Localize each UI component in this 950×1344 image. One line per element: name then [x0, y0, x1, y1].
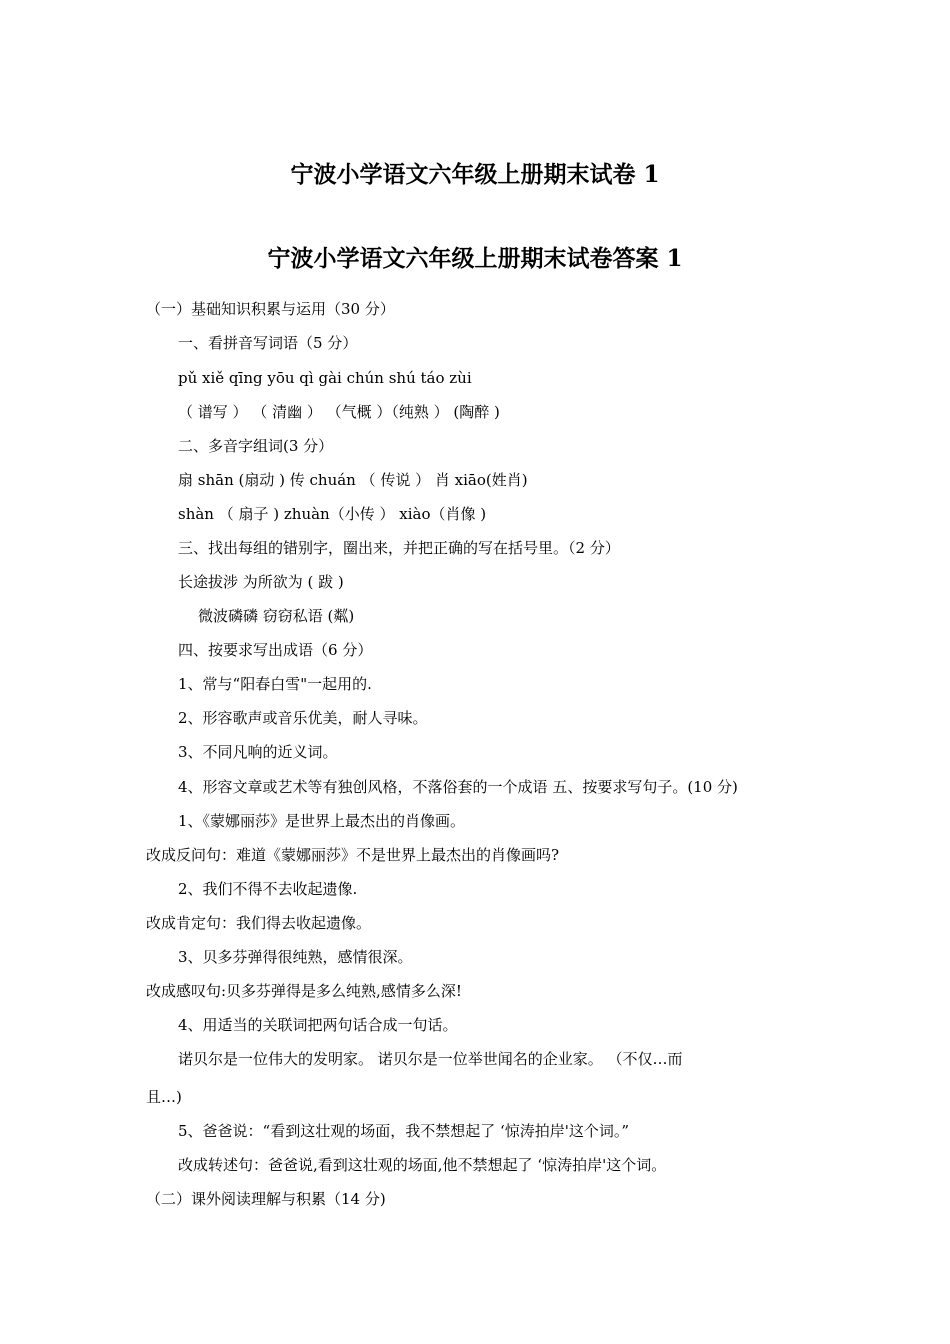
answer-line: 改成反问句：难道《蒙娜丽莎》不是世界上最杰出的肖像画吗? [146, 846, 560, 864]
text-line: 3、不同凡响的近义词。 [178, 743, 338, 761]
text-line: 3、贝多芬弹得很纯熟，感情很深。 [178, 948, 413, 966]
answer-line: 改成转述句：爸爸说,看到这壮观的场面,他不禁想起了 ‘惊涛拍岸'这个词。 [178, 1156, 667, 1174]
answer-line: shàn （ 扇子 ) zhuàn（小传 ） xiào（肖像 ) [178, 505, 487, 523]
answer-line: 微波磷磷 窃窃私语 (粼) [198, 607, 355, 625]
text-line: 4、用适当的关联词把两句话合成一句话。 [178, 1016, 458, 1034]
answer-line: 长途拔涉 为所欲为 ( 跋 ) [178, 573, 344, 591]
text-line: 诺贝尔是一位伟大的发明家。 诺贝尔是一位举世闻名的企业家。 （不仅…而 [178, 1050, 683, 1068]
text-line: 5、爸爸说：“看到这壮观的场面，我不禁想起了 ‘惊涛拍岸'这个词。” [178, 1122, 630, 1140]
pinyin-line: pǔ xiě qīng yōu qì gài chún shú táo zùi [178, 369, 472, 387]
answer-line: 扇 shān (扇动 ) 传 chuán （ 传说 ） 肖 xiāo(姓肖) [178, 471, 528, 489]
question-heading: 二、多音字组词(3 分） [178, 437, 334, 455]
answer-title: 宁波小学语文六年级上册期末试卷答案 1 [267, 245, 683, 272]
text-line: 4、形容文章或艺术等有独创风格，不落俗套的一个成语 五、按要求写句子。(10 分) [178, 778, 738, 796]
text-line: 2、我们不得不去收起遗像. [178, 880, 358, 898]
text-line: 1、《蒙娜丽莎》是世界上最杰出的肖像画。 [178, 812, 466, 830]
question-heading: 四、按要求写出成语（6 分） [178, 641, 373, 659]
answer-line: 改成肯定句：我们得去收起遗像。 [146, 914, 372, 932]
section-heading: （一）基础知识积累与运用（30 分） [146, 300, 395, 318]
text-line: 2、形容歌声或音乐优美，耐人寻味。 [178, 709, 428, 727]
page-title: 宁波小学语文六年级上册期末试卷 1 [290, 161, 660, 188]
answer-line: （ 谱写 ） （ 清幽 ） （气概 ）（纯熟 ） (陶醉 ) [178, 403, 500, 421]
question-heading: 三、找出每组的错别字，圈出来，并把正确的写在括号里。（2 分） [178, 539, 620, 557]
text-line: 且…) [146, 1088, 182, 1106]
question-heading: 一、看拼音写词语（5 分） [178, 334, 358, 352]
text-line: 1、常与“阳春白雪"一起用的. [178, 675, 372, 693]
answer-line: 改成感叹句:贝多芬弹得是多么纯熟,感情多么深! [146, 982, 462, 1000]
section-heading: （二）课外阅读理解与积累（14 分) [146, 1190, 386, 1208]
